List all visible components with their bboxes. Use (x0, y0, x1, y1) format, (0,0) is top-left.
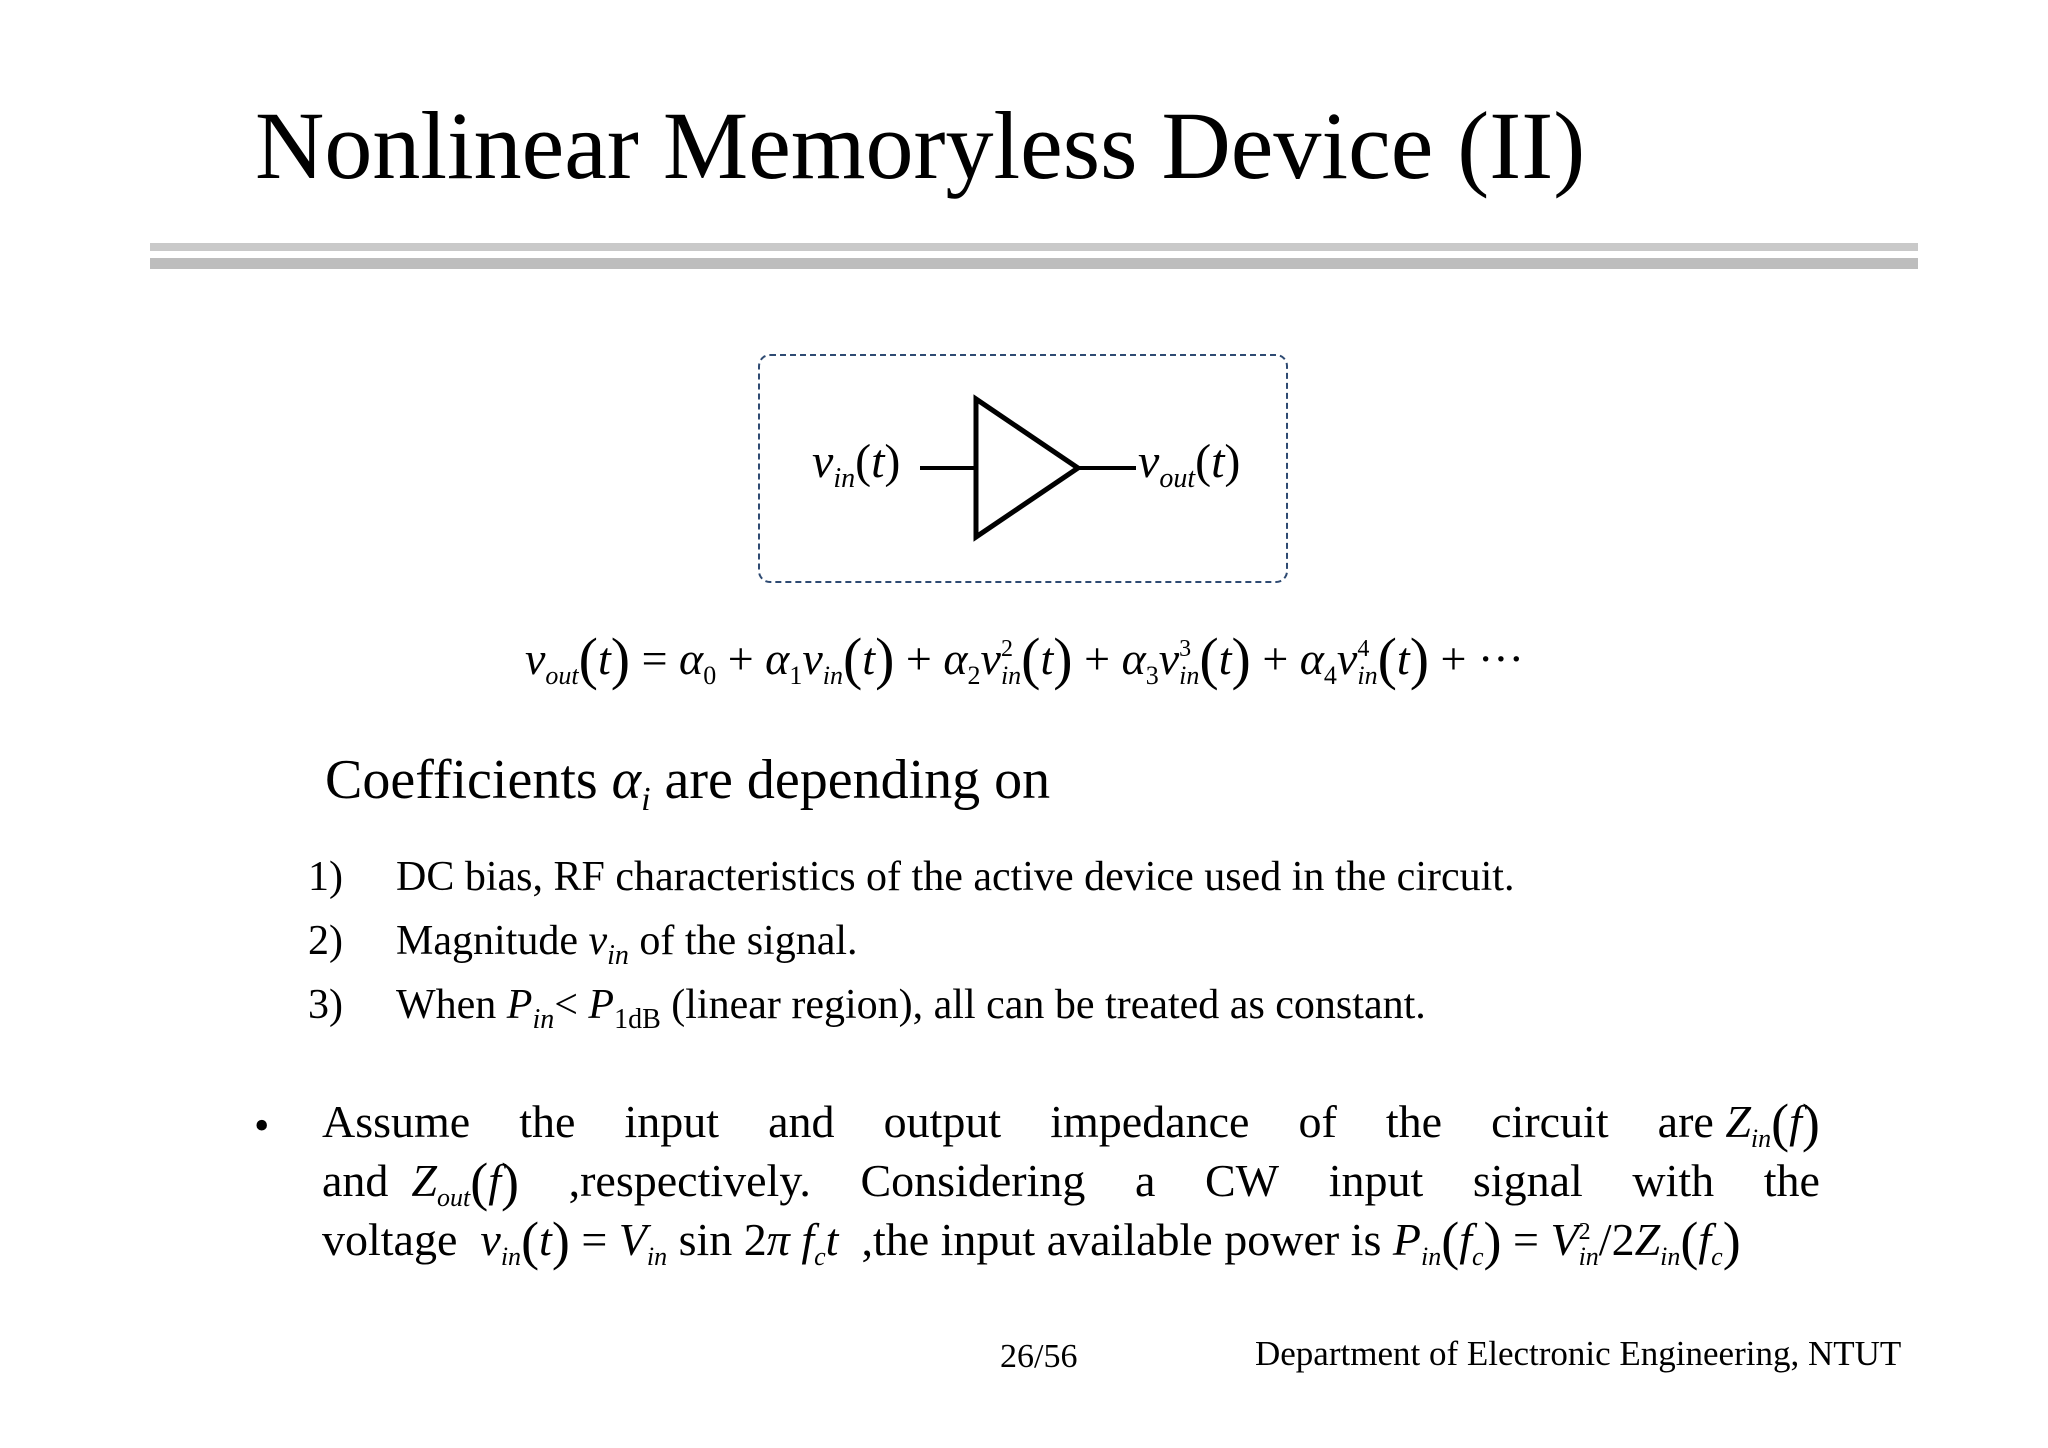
list-number: 2) (308, 918, 343, 964)
equation-source (525, 630, 526, 631)
list-text: DC bias, RF characteristics of the active device used in the circuit. (396, 854, 1515, 900)
title-divider-top (150, 243, 1918, 251)
page-number: 26/56 (1000, 1338, 1078, 1375)
footer-department: Department of Electronic Engineering, NTUT (1255, 1334, 1902, 1373)
power-series-equation: $v_{out}(t) = \alpha_0 + \alpha_1v_{in}(t) + \alpha_2v^2_{in}(t) + \alpha_3v^3_{in}(t) + \alpha_4v^4_{in}(t)$ + ··· (525, 626, 1524, 691)
list-item: 3) When $P_{in}< P_{1dB}$ (linear region), all can be treated as constant. (308, 982, 1426, 1035)
coefficients-heading: Coefficients $\alpha_i$ are depending on (325, 749, 1051, 818)
bullet-line-3: voltage $v_{in}(t) = V_{in}$ sin 2π $f_ct$ ,the input available power is $P_{in}(f_c) = V^2_{in}/2Z_{in}(f_c)$ (322, 1211, 1741, 1271)
bullet-marker: • (254, 1101, 270, 1150)
title-divider-bottom (150, 258, 1918, 269)
bullet-line-1: Assume the input and output impedance of the circuit are $Z_{in}(f)$ (322, 1093, 1820, 1153)
list-item: 2) Magnitude $v_{in}$ of the signal. (308, 918, 858, 971)
slide-title: Nonlinear Memoryless Device (II) (255, 92, 1586, 199)
input-signal-label: $v_{in}(t)$ (812, 435, 901, 494)
list-item (308, 856, 1514, 898)
output-signal-label: $v_{out}(t)$ (1138, 435, 1241, 494)
list-number: 3) (308, 982, 343, 1028)
amplifier-triangle-icon (976, 399, 1078, 537)
bullet-line-2: and $Z_{out}(f)$ ,respectively. Considering a CW input signal with the (322, 1152, 1820, 1212)
list-number: 1) (308, 854, 343, 900)
